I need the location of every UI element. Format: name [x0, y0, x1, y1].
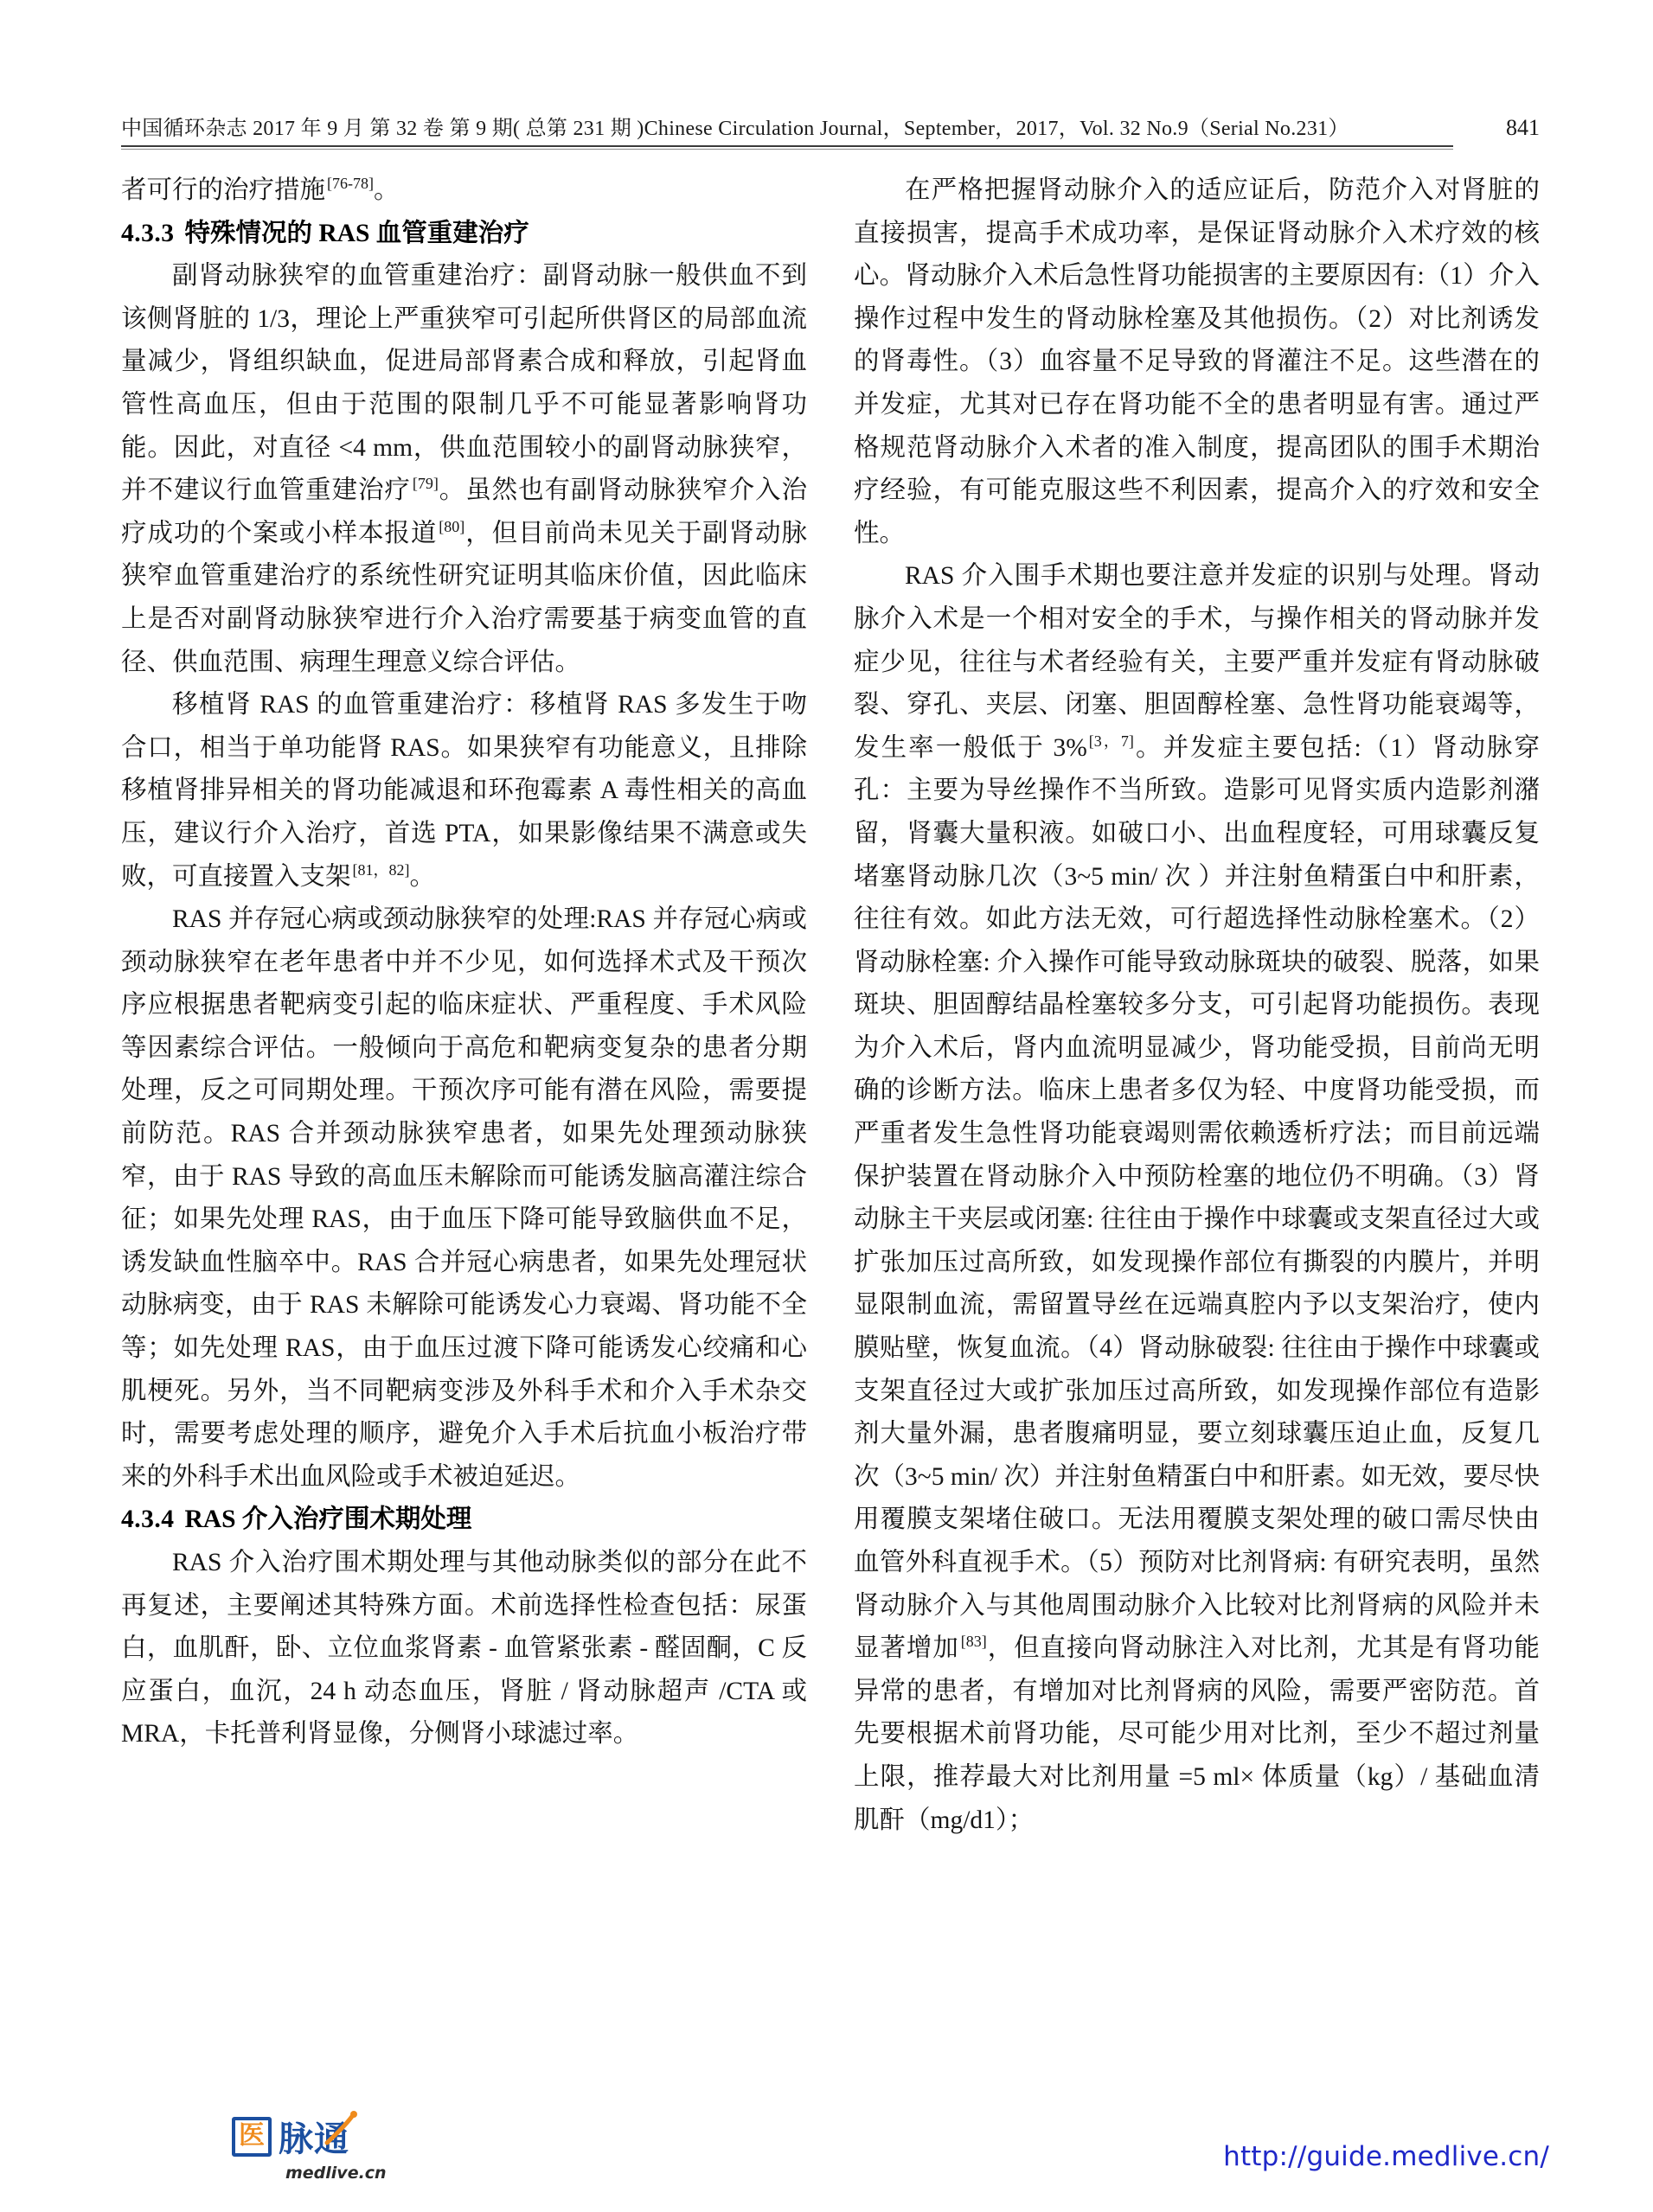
- section-title: RAS 介入治疗围术期处理: [184, 1506, 472, 1534]
- journal-citation-line: 中国循环杂志 2017 年 9 月 第 32 卷 第 9 期( 总第 231 期 )Chinese Circulation Journal，September，2017，Vol. 32 No.9（Serial No.231）: [121, 118, 1349, 140]
- logo-glyph: 医: [239, 2120, 265, 2151]
- left-column: [121, 169, 807, 1842]
- section-title: 特殊情况的 RAS 血管重建治疗: [184, 219, 529, 247]
- page-number: 841: [1506, 115, 1540, 140]
- paragraph: RAS 介入治疗围术期处理与其他动脉类似的部分在此不再复述，主要阐述其特殊方面。术前选择性检查包括：尿蛋白，血肌酐，卧、立位血浆肾素 - 血管紧张素 - 醛固酮，C 反应蛋白，血沉，24 h 动态血压，肾脏 / 肾动脉超声 /CTA 或 MRA，卡托普利肾显像，分侧肾小球滤过率。: [121, 1549, 807, 1749]
- logo-subtext: medlive.cn: [285, 2164, 387, 2183]
- reference-marker: [76-78]: [327, 175, 374, 193]
- logo-box-icon: [232, 2117, 272, 2157]
- paragraph: 移植肾 RAS 的血管重建治疗：移植肾 RAS 多发生于吻合口，相当于单功能肾 RAS。如果狭窄有功能意义，且排除移植肾排异相关的肾功能减退和环孢霉素 A 毒性相关的高血压，建议行介入治疗，首选 PTA，如果影像结果不满意或失败，可直接置入支架 [81，82]。: [121, 691, 807, 891]
- guide-url-link[interactable]: http://guide.medlive.cn/: [1223, 2141, 1549, 2172]
- running-head: [121, 111, 1540, 141]
- paragraph: 副肾动脉狭窄的血管重建治疗：副肾动脉一般供血不到该侧肾脏的 1/3，理论上严重狭窄可引起所供肾区的局部血流量减少，肾组织缺血，促进局部肾素合成和释放，引起肾血管性高血压，但由于范围的限制几乎不可能显著影响肾功能。因此，对直径 <4 mm，供血范围较小的副肾动脉狭窄，并不建议行血管重建治疗 [79]。虽然也有副肾动脉狭窄介入治疗成功的个案或小样本报道 [80]，但目前尚未见关于副肾动脉狭窄血管重建治疗的系统性研究证明其临床价值，因此临床上是否对副肾动脉狭窄进行介入治疗需要基于病变血管的直径、供血范围、病理生理意义综合评估。: [121, 262, 807, 676]
- section-number: 4.3.4: [121, 1506, 175, 1534]
- body-columns: [121, 169, 1540, 1842]
- reference-marker: [80]: [439, 517, 465, 535]
- logo-mark: [232, 2110, 396, 2164]
- section-heading-4-3-3: [121, 213, 807, 256]
- paragraph: 者可行的治疗措施 [76-78]。: [121, 175, 400, 204]
- paragraph: 在严格把握肾动脉介入的适应证后，防范介入对肾脏的直接损害，提高手术成功率，是保证肾动脉介入术疗效的核心。肾动脉介入术后急性肾功能损害的主要原因有:（1）介入操作过程中发生的肾动脉栓塞及其他损伤。（2）对比剂诱发的肾毒性。（3）血容量不足导致的肾灌注不足。这些潜在的并发症，尤其对已存在肾功能不全的患者明显有害。通过严格规范肾动脉介入术者的准入制度，提高团队的围手术期治疗经验，有可能克服这些不利因素，提高介入的疗效和安全性。: [854, 176, 1540, 547]
- paragraph: RAS 并存冠心病或颈动脉狭窄的处理:RAS 并存冠心病或颈动脉狭窄在老年患者中并不少见，如何选择术式及干预次序应根据患者靶病变引起的临床症状、严重程度、手术风险等因素综合评估。一般倾向于高危和靶病变复杂的患者分期处理，反之可同期处理。干预次序可能有潜在风险，需要提前防范。RAS 合并颈动脉狭窄患者，如果先处理颈动脉狭窄，由于 RAS 导致的高血压未解除而可能诱发脑高灌注综合征；如果先处理 RAS，由于血压下降可能导致脑供血不足，诱发缺血性脑卒中。RAS 合并冠心病患者，如果先处理冠状动脉病变，由于 RAS 未解除可能诱发心力衰竭、肾功能不全等；如先处理 RAS，由于血压过渡下降可能诱发心绞痛和心肌梗死。另外，当不同靶病变涉及外科手术和介入手术杂交时，需要考虑处理的顺序，避免介入手术后抗血小板治疗带来的外科手术出血风险或手术被迫延迟。: [121, 905, 807, 1491]
- header-rule: [121, 145, 1453, 147]
- swoosh-icon: [322, 2110, 360, 2148]
- section-heading-4-3-4: [121, 1499, 807, 1542]
- logo-wordmark: 脉通: [279, 2119, 349, 2159]
- paragraph: RAS 介入围手术期也要注意并发症的识别与处理。肾动脉介入术是一个相对安全的手术，与操作相关的肾动脉并发症少见，往往与术者经验有关，主要严重并发症有肾动脉破裂、穿孔、夹层、闭塞、胆固醇栓塞、急性肾功能衰竭等，发生率一般低于 3% [3，7]。并发症主要包括:（1）肾动脉穿孔：主要为导丝操作不当所致。造影可见肾实质内造影剂潴留，肾囊大量积液。如破口小、出血程度轻，可用球囊反复堵塞肾动脉几次（3~5 min/ 次 ）并注射鱼精蛋白中和肝素，往往有效。如此方法无效，可行超选择性动脉栓塞术。（2）肾动脉栓塞: 介入操作可能导致动脉斑块的破裂、脱落，如果斑块、胆固醇结晶栓塞较多分支，可引起肾功能损伤。表现为介入术后，肾内血流明显减少，肾功能受损，目前尚无明确的诊断方法。临床上患者多仅为轻、中度肾功能受损，而严重者发生急性肾功能衰竭则需依赖透析疗法；而目前远端保护装置在肾动脉介入中预防栓塞的地位仍不明确。（3）肾动脉主干夹层或闭塞: 往往由于操作中球囊或支架直径过大或扩张加压过高所致，如发现操作部位有撕裂的内膜片，并明显限制血流，需留置导丝在远端真腔内予以支架治疗，使内膜贴壁，恢复血流。（4）肾动脉破裂: 往往由于操作中球囊或支架直径过大或扩张加压过高所致，如发现操作部位有造影剂大量外漏，患者腹痛明显，要立刻球囊压迫止血，反复几次（3~5 min/ 次）并注射鱼精蛋白中和肝素。如无效，要尽快用覆膜支架堵住破口。无法用覆膜支架处理的破口需尽快由血管外科直视手术。（5）预防对比剂肾病: 有研究表明，虽然肾动脉介入与其他周围动脉介入比较对比剂肾病的风险并未显著增加 [83]，但直接向肾动脉注入对比剂，尤其是有肾功能异常的患者，有增加对比剂肾病的风险，需要严密防范。首先要根据术前肾功能，尽可能少用对比剂，至少不超过剂量上限，推荐最大对比剂用量 =5 ml× 体质量（kg）/ 基础血清肌酐（mg/d1）；: [854, 562, 1541, 1834]
- medlive-logo: [232, 2110, 405, 2190]
- reference-marker: [83]: [960, 1633, 987, 1651]
- reference-marker: [79]: [412, 475, 439, 493]
- right-column: [854, 169, 1540, 1842]
- header-rule-thin: [121, 149, 1453, 150]
- reference-marker: [81，82]: [352, 860, 410, 879]
- section-number: 4.3.3: [121, 219, 175, 247]
- reference-marker: [3，7]: [1088, 732, 1134, 750]
